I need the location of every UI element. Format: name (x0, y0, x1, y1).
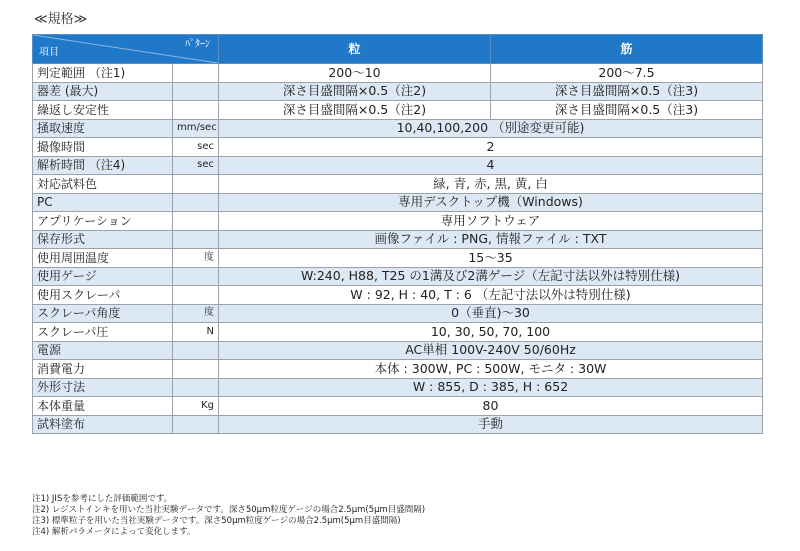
table-row (33, 249, 763, 268)
row-value-grain: 深さ目盛間隔×0.5（注2) (219, 101, 491, 120)
row-unit (173, 360, 219, 379)
row-label: スクレーパ圧 (33, 323, 173, 342)
row-label: 対応試料色 (33, 175, 173, 194)
row-value: 本体 : 300W, PC : 500W, モニタ : 30W (219, 360, 763, 379)
row-unit: Kg (173, 397, 219, 416)
table-row (33, 230, 763, 249)
row-unit: 度 (173, 304, 219, 323)
row-label: 使用周囲温度 (33, 249, 173, 268)
table-row (33, 101, 763, 120)
row-label: スクレーパ角度 (33, 304, 173, 323)
footnote: 注3) 標準粒子を用いた当社実験データです。深さ50μm粒度ゲージの場合2.5μm(5μm目盛間隔) (32, 516, 401, 526)
row-label: 保存形式 (33, 230, 173, 249)
table-row (33, 267, 763, 286)
row-unit (173, 230, 219, 249)
header-item-label: 項目 (39, 47, 59, 58)
row-unit (173, 415, 219, 434)
row-label: アプリケーション (33, 212, 173, 231)
row-unit (173, 212, 219, 231)
row-value: 10,40,100,200 （別途変更可能) (219, 119, 763, 138)
row-unit: 度 (173, 249, 219, 268)
row-value: 15～35 (219, 249, 763, 268)
row-label: 電源 (33, 341, 173, 360)
row-label: 解析時間 （注4) (33, 156, 173, 175)
row-unit: sec (173, 156, 219, 175)
row-value: 専用デスクトップ機（Windows) (219, 193, 763, 212)
header-corner-cell (33, 35, 219, 64)
table-row (33, 360, 763, 379)
table-row (33, 323, 763, 342)
row-label: 使用スクレーパ (33, 286, 173, 305)
row-value: 手動 (219, 415, 763, 434)
table-row (33, 304, 763, 323)
row-unit (173, 341, 219, 360)
row-value: 80 (219, 397, 763, 416)
table-row (33, 175, 763, 194)
row-value-streak: 200～7.5 (491, 64, 763, 83)
row-value-grain: 深さ目盛間隔×0.5（注2) (219, 82, 491, 101)
table-row (33, 193, 763, 212)
row-unit (173, 175, 219, 194)
header-col-grain: 粒 (219, 35, 491, 64)
row-unit (173, 101, 219, 120)
row-label: 消費電力 (33, 360, 173, 379)
table-row (33, 397, 763, 416)
table-row (33, 286, 763, 305)
table-row (33, 156, 763, 175)
row-value: 10, 30, 50, 70, 100 (219, 323, 763, 342)
row-label: 本体重量 (33, 397, 173, 416)
table-row (33, 378, 763, 397)
row-value: 画像ファイル : PNG, 情報ファイル : TXT (219, 230, 763, 249)
row-unit (173, 286, 219, 305)
footnote: 注1) JISを参考にした評価範囲です。 (32, 494, 173, 504)
row-unit (173, 193, 219, 212)
row-label: 判定範囲 （注1) (33, 64, 173, 83)
table-row (33, 119, 763, 138)
row-label: PC (33, 193, 173, 212)
row-unit: sec (173, 138, 219, 157)
row-value: 0（垂直)～30 (219, 304, 763, 323)
row-value: 緑, 青, 赤, 黒, 黄, 白 (219, 175, 763, 194)
row-value: W : 855, D : 385, H : 652 (219, 378, 763, 397)
table-row (33, 138, 763, 157)
row-value-streak: 深さ目盛間隔×0.5（注3) (491, 101, 763, 120)
row-unit: mm/sec (173, 119, 219, 138)
row-unit: N (173, 323, 219, 342)
spec-body (33, 64, 763, 434)
header-col-streak: 筋 (491, 35, 763, 64)
row-label: 器差 (最大) (33, 82, 173, 101)
row-unit (173, 64, 219, 83)
row-value: AC単相 100V-240V 50/60Hz (219, 341, 763, 360)
row-unit (173, 378, 219, 397)
row-unit (173, 82, 219, 101)
row-label: 掻取速度 (33, 119, 173, 138)
table-row (33, 82, 763, 101)
spec-heading: ≪規格≫ (34, 12, 88, 27)
footnote: 注4) 解析パラメータによって変化します。 (32, 527, 196, 537)
table-row (33, 415, 763, 434)
spec-table (32, 34, 763, 434)
table-row (33, 212, 763, 231)
row-label: 撮像時間 (33, 138, 173, 157)
row-label: 使用ゲージ (33, 267, 173, 286)
footnote: 注2) レジストインキを用いた当社実験データです。深さ50μm粒度ゲージの場合2.5μm(5μm目盛間隔) (32, 505, 426, 515)
row-value: 4 (219, 156, 763, 175)
row-value: 専用ソフトウェア (219, 212, 763, 231)
header-pattern-label: ﾊﾟﾀｰﾝ (185, 39, 210, 50)
row-value-grain: 200～10 (219, 64, 491, 83)
table-row (33, 64, 763, 83)
header-row (33, 35, 763, 64)
row-value: W:240, H88, T25 の1溝及び2溝ゲージ（左記寸法以外は特別仕様) (219, 267, 763, 286)
row-unit (173, 267, 219, 286)
row-label: 外形寸法 (33, 378, 173, 397)
footnotes (32, 494, 425, 538)
row-value: W : 92, H : 40, T : 6 （左記寸法以外は特別仕様) (219, 286, 763, 305)
row-value-streak: 深さ目盛間隔×0.5（注3) (491, 82, 763, 101)
row-label: 繰返し安定性 (33, 101, 173, 120)
table-row (33, 341, 763, 360)
row-value: 2 (219, 138, 763, 157)
row-label: 試料塗布 (33, 415, 173, 434)
